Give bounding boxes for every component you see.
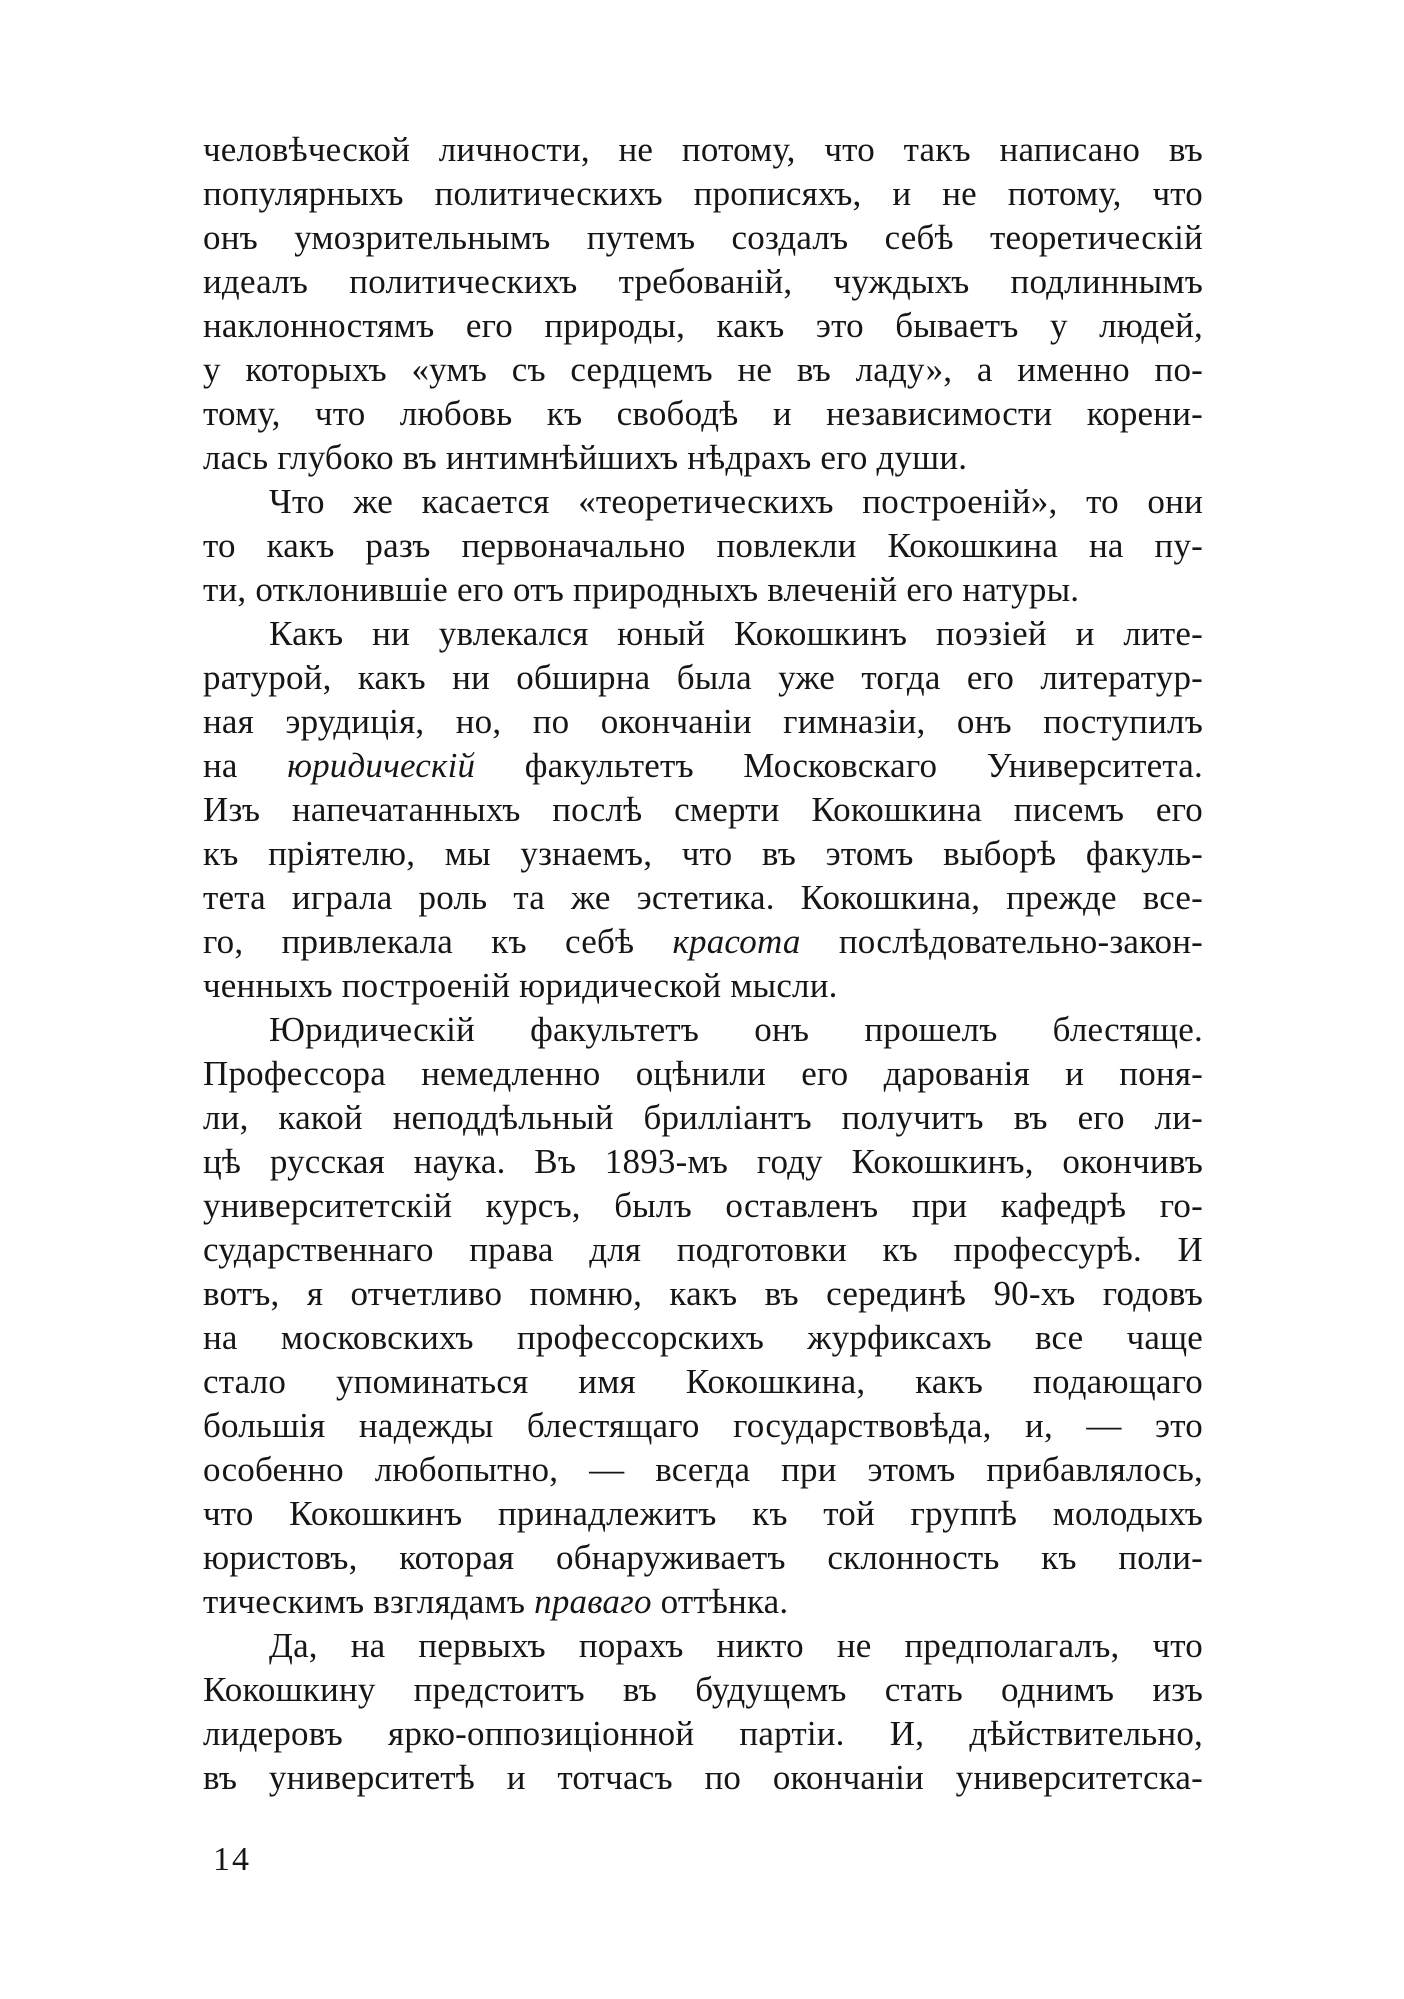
text-line [203, 216, 1203, 260]
text-line [203, 744, 1203, 788]
text-segment: оттѣнка. [651, 1582, 789, 1621]
text-segment: тическимъ взглядамъ [203, 1582, 535, 1621]
text-segment: ли, какой неподдѣльный бриллiантъ получитъ въ его ли- [203, 1098, 1203, 1137]
text-line [203, 1756, 1203, 1800]
italic-emphasis: юридическій [287, 746, 476, 785]
text-line [203, 1228, 1203, 1272]
text-segment: Профессора немедленно оцѣнили его дарованія и поня- [203, 1054, 1203, 1093]
text-line [203, 1448, 1203, 1492]
text-segment: лидеровъ ярко-оппозиціонной партіи. И, дѣйствительно, [203, 1714, 1203, 1753]
text-segment: Какъ ни увлекался юный Кокошкинъ поэзіей и лите- [269, 614, 1203, 653]
text-line [203, 700, 1203, 744]
page-body-text [203, 128, 1203, 1800]
text-line [203, 656, 1203, 700]
text-line [203, 1580, 1203, 1624]
text-segment: идеалъ политическихъ требованій, чуждыхъ подлиннымъ [203, 262, 1203, 301]
text-segment: Изъ напечатанныхъ послѣ смерти Кокошкина писемъ его [203, 790, 1203, 829]
text-line [203, 304, 1203, 348]
text-segment: на [203, 746, 288, 785]
text-line [203, 1360, 1203, 1404]
text-line [203, 964, 1203, 1008]
text-line [203, 1668, 1203, 1712]
text-segment: что Кокошкинъ принадлежитъ къ той группѣ молодыхъ [203, 1494, 1203, 1533]
text-segment: Юридическій факультетъ онъ прошелъ блестяще. [269, 1010, 1203, 1049]
page-number: 14 [213, 1841, 251, 1878]
text-line [203, 612, 1203, 656]
text-segment: ченныхъ построеній юридической мысли. [203, 966, 838, 1005]
text-segment: большія надежды блестящаго государствовѣда, и, — это [203, 1406, 1203, 1445]
italic-emphasis: красота [672, 922, 801, 961]
text-segment: тета играла роль та же эстетика. Кокошкина, прежде все- [203, 878, 1203, 917]
text-segment: особенно любопытно, — всегда при этомъ прибавлялось, [203, 1450, 1203, 1489]
text-segment: вотъ, я отчетливо помню, какъ въ серединѣ 90-хъ годовъ [203, 1274, 1203, 1313]
text-segment: тому, что любовь къ свободѣ и независимости корени- [203, 394, 1203, 433]
text-segment: то какъ разъ первоначально повлекли Кокошкина на пу- [203, 526, 1203, 565]
text-line [203, 920, 1203, 964]
text-segment: человѣческой личности, не потому, что такъ написано въ [203, 130, 1203, 169]
text-line [203, 1096, 1203, 1140]
text-segment: наклонностямъ его природы, какъ это бываетъ у людей, [203, 306, 1203, 345]
text-line [203, 1316, 1203, 1360]
italic-emphasis: праваго [534, 1582, 652, 1621]
text-segment: Да, на первыхъ порахъ никто не предполагалъ, что [269, 1626, 1203, 1665]
text-segment: лась глубоко въ интимнѣйшихъ нѣдрахъ его души. [203, 438, 968, 477]
text-line [203, 832, 1203, 876]
text-line [203, 1052, 1203, 1096]
text-segment: го, привлекала къ себѣ [203, 922, 673, 961]
text-segment: Что же касается «теоретическихъ построеній», то они [269, 482, 1203, 521]
text-line [203, 392, 1203, 436]
text-line [203, 1008, 1203, 1052]
text-line [203, 260, 1203, 304]
text-segment: ратурой, какъ ни обширна была уже тогда его литератур- [203, 658, 1203, 697]
text-line [203, 1624, 1203, 1668]
text-line [203, 568, 1203, 612]
text-line [203, 876, 1203, 920]
text-segment: сударственнаго права для подготовки къ профессурѣ. И [203, 1230, 1203, 1269]
text-line [203, 172, 1203, 216]
text-line [203, 1184, 1203, 1228]
text-line [203, 480, 1203, 524]
text-line [203, 348, 1203, 392]
text-segment: популярныхъ политическихъ прописяхъ, и не потому, что [203, 174, 1203, 213]
text-segment: ти, отклонившіе его отъ природныхъ влеченій его натуры. [203, 570, 1080, 609]
text-segment: цѣ русская наука. Въ 1893-мъ году Кокошкинъ, окончивъ [203, 1142, 1203, 1181]
text-segment: послѣдовательно-закон- [800, 922, 1204, 961]
text-segment: ная эрудиція, но, по окончаніи гимназіи, онъ поступилъ [203, 702, 1203, 741]
text-line [203, 1492, 1203, 1536]
text-line [203, 128, 1203, 172]
text-line [203, 524, 1203, 568]
text-segment: въ университетѣ и тотчасъ по окончаніи университетска- [203, 1758, 1203, 1797]
text-line [203, 436, 1203, 480]
text-segment: онъ умозрительнымъ путемъ создалъ себѣ теоретическій [203, 218, 1203, 257]
text-line [203, 1404, 1203, 1448]
text-line [203, 1272, 1203, 1316]
text-line [203, 1712, 1203, 1756]
text-segment: у которыхъ «умъ съ сердцемъ не въ ладу», а именно по- [203, 350, 1203, 389]
text-segment: университетскій курсъ, былъ оставленъ при кафедрѣ го- [203, 1186, 1203, 1225]
text-line [203, 1536, 1203, 1580]
text-line [203, 788, 1203, 832]
text-segment: факультетъ Московскаго Университета. [475, 746, 1203, 785]
text-segment: на московскихъ профессорскихъ журфиксахъ все чаще [203, 1318, 1203, 1357]
text-segment: стало упоминаться имя Кокошкина, какъ подающаго [203, 1362, 1203, 1401]
text-segment: къ пріятелю, мы узнаемъ, что въ этомъ выборѣ факуль- [203, 834, 1203, 873]
text-segment: юристовъ, которая обнаруживаетъ склонность къ поли- [203, 1538, 1203, 1577]
text-line [203, 1140, 1203, 1184]
text-segment: Кокошкину предстоитъ въ будущемъ стать однимъ изъ [203, 1670, 1203, 1709]
